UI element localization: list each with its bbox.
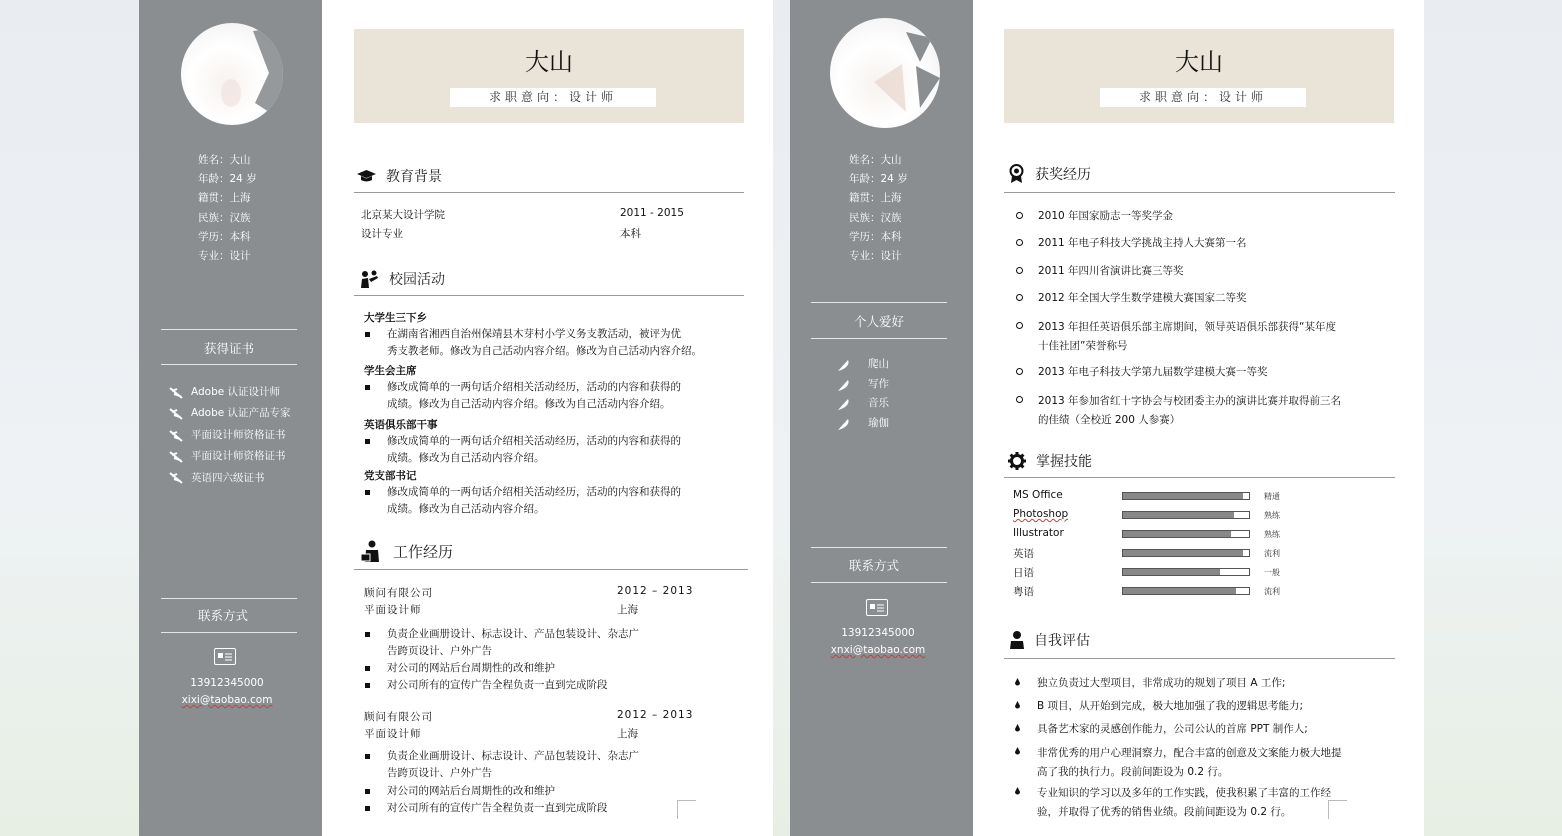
feather-icon: [836, 397, 850, 411]
activity-heading: 大学生三下乡: [364, 312, 427, 324]
education-heading: [357, 166, 442, 186]
school: 北京某大设计学院: [361, 209, 445, 221]
skill-bar: [1122, 511, 1250, 519]
self-eval-item: 专业知识的学习以及多年的工作实践，使我积累了丰富的工作经 验，并取得了优秀的销售业绩。段前间距设为 0.2 行。: [1015, 784, 1331, 822]
list-item: [836, 394, 889, 414]
divider: [811, 582, 947, 583]
sidebar: [139, 0, 322, 836]
duty-item: 负责企业画册设计、标志设计、产品包装设计、杂志广 告跨页设计、户外广告: [365, 626, 639, 660]
self-eval-item: 独立负责过大型项目，非常成功的规划了项目 A 工作;: [1015, 675, 1285, 692]
activity-heading: 党支部书记: [364, 470, 417, 482]
section-rule: [354, 192, 744, 193]
skill-name: 日语: [1013, 567, 1034, 579]
job-objective: 求职意向：设计师: [450, 88, 656, 107]
contact-email[interactable]: xixi@taobao.com: [181, 694, 273, 706]
hobby-list: [836, 355, 889, 434]
list-item: [169, 403, 291, 424]
skill-level: 流利: [1264, 587, 1280, 596]
work-heading: [361, 540, 453, 562]
award-item: 2011 年四川省演讲比赛三等奖: [1016, 263, 1184, 280]
profile-line: 专业：设计: [849, 250, 902, 263]
duty-item: 对公司的网站后台周期性的改和维护: [365, 783, 555, 800]
position: 平面设计师: [364, 604, 422, 616]
profile-line: 学历：本科: [849, 230, 902, 243]
section-rule: [354, 569, 748, 570]
list-item: [169, 425, 291, 446]
section-rule: [1004, 477, 1395, 478]
resume-name: 大山: [525, 48, 573, 76]
section-rule: [1004, 658, 1395, 659]
certificates-title: 获得证书: [203, 341, 254, 356]
profile-line: 姓名：大山: [198, 154, 251, 166]
skill-level: 一般: [1264, 568, 1280, 577]
award-item: 2013 年担任英语俱乐部主席期间，领导英语俱乐部获得“某年度 十佳社团”荣誉称号: [1016, 318, 1336, 356]
profile-line: 年龄：24 岁: [849, 173, 908, 186]
divider: [161, 364, 297, 365]
contact-phone: 13912345000: [841, 627, 915, 639]
certificate-icon: [169, 472, 183, 484]
divider: [811, 302, 947, 303]
profile-line: 民族：汉族: [849, 211, 902, 224]
contact-card-icon: [866, 599, 888, 616]
duty-item: 对公司的网站后台周期性的改和维护: [365, 660, 555, 677]
duty-item: 对公司所有的宣传广告全程负责一直到完成阶段: [365, 800, 608, 817]
list-item: [169, 382, 291, 403]
degree: 本科: [620, 228, 641, 240]
resume-page-1: [139, 0, 773, 836]
job-city: 上海: [617, 728, 638, 740]
divider: [161, 632, 297, 633]
list-item: [836, 375, 889, 395]
skill-level: 熟练: [1264, 530, 1280, 539]
company: 顾问有限公司: [364, 587, 433, 599]
profile-line: 年龄：24 岁: [198, 173, 257, 186]
divider: [811, 547, 947, 548]
certificate-label: Adobe 认证产品专家: [191, 407, 291, 420]
certificate-icon: [169, 408, 183, 420]
awards-heading: [1008, 164, 1091, 184]
activities-heading: [359, 269, 445, 289]
list-item: [836, 355, 889, 375]
major: 设计专业: [361, 228, 403, 240]
activity-heading: 英语俱乐部干事: [364, 419, 438, 431]
avatar: [830, 18, 940, 128]
hobby-label: 写作: [868, 377, 889, 390]
header-banner: [354, 29, 744, 123]
certificate-icon: [169, 387, 183, 399]
section-title: 教育背景: [386, 169, 442, 185]
education-years: 2011 - 2015: [620, 207, 684, 219]
feather-icon: [836, 417, 850, 431]
graduation-cap-icon: [357, 169, 376, 183]
profile-line: 籍贯：上海: [198, 192, 251, 205]
self-eval-item: 非常优秀的用户心理洞察力，配合丰富的创意及文案能力极大地提 高了我的执行力。段前间距设为 0.2 行。: [1015, 744, 1342, 782]
hobby-label: 瑜伽: [868, 417, 889, 430]
header-banner: [1004, 29, 1394, 123]
contact-email[interactable]: xnxi@taobao.com: [830, 644, 926, 656]
section-title: 工作经历: [393, 542, 454, 561]
award-item: 2010 年国家励志一等奖学金: [1016, 208, 1173, 225]
certificate-icon: [169, 430, 183, 442]
section-title: 校园活动: [389, 272, 445, 288]
skill-bar: [1122, 492, 1250, 500]
contact-phone: 13912345000: [190, 677, 264, 689]
profile-info: [198, 151, 257, 266]
page-corner-mark: [677, 800, 696, 819]
award-item: 2012 年全国大学生数学建模大赛国家二等奖: [1016, 290, 1247, 307]
sidebar: [790, 0, 973, 836]
award-medal-icon: [1008, 164, 1025, 184]
job-years: 2012 – 2013: [617, 709, 694, 721]
skill-name: Illustrator: [1013, 527, 1064, 539]
contact-card-icon: [214, 648, 236, 665]
skill-name: 粤语: [1013, 586, 1034, 598]
person-icon: [1010, 631, 1024, 649]
skills-heading: [1008, 451, 1092, 471]
activity-heading: 学生会主席: [364, 365, 417, 377]
hobbies-title: 个人爱好: [853, 314, 904, 329]
section-title: 掌握技能: [1036, 454, 1092, 470]
skill-bar: [1122, 530, 1250, 538]
self-eval-item: 具备艺术家的灵感创作能力，公司公认的首席 PPT 制作人;: [1015, 721, 1308, 738]
activity-item: 修改成简单的一两句话介绍相关活动经历，活动的内容和获得的 成绩。修改为自己活动内容介绍。: [365, 433, 681, 467]
profile-info: [849, 151, 908, 266]
contact-details: [811, 625, 945, 659]
contact-title: 联系方式: [848, 558, 899, 573]
section-title: 自我评估: [1034, 633, 1090, 649]
profile-line: 学历：本科: [198, 230, 251, 243]
award-item: 2013 年参加省红十字协会与校团委主办的演讲比赛并取得前三名 的佳绩（全校近 200 人参赛）: [1016, 392, 1341, 430]
gear-icon: [1008, 452, 1026, 470]
skill-name: Photoshop: [1013, 508, 1069, 520]
activity-item: 在湖南省湘西自治州保靖县木芽村小学义务支教活动，被评为优 秀支教老师。修改为自己活动内容介绍。修改为自己活动内容介绍。: [365, 326, 702, 360]
award-item: 2013 年电子科技大学第九届数学建模大赛一等奖: [1016, 364, 1268, 381]
profile-line: 民族：汉族: [198, 211, 251, 224]
certificate-icon: [169, 451, 183, 463]
profile-line: 籍贯：上海: [849, 192, 902, 205]
skill-bar: [1122, 587, 1250, 595]
list-item: [836, 414, 889, 434]
avatar: [181, 23, 283, 125]
certificate-list: [169, 382, 291, 489]
duty-item: 对公司所有的宣传广告全程负责一直到完成阶段: [365, 677, 608, 694]
skill-level: 熟练: [1264, 511, 1280, 520]
hobby-label: 音乐: [868, 397, 889, 410]
certificate-label: Adobe 认证设计师: [191, 386, 281, 398]
feather-icon: [836, 378, 850, 392]
award-item: 2011 年电子科技大学挑战主持人大赛第一名: [1016, 235, 1247, 252]
list-item: [169, 446, 291, 467]
self-eval-item: B 项目，从开始到完成，极大地加强了我的逻辑思考能力;: [1015, 698, 1303, 715]
list-item: [169, 468, 291, 489]
skill-name: 英语: [1013, 548, 1034, 560]
profile-line: 专业：设计: [198, 250, 251, 263]
self-eval-heading: [1010, 630, 1090, 650]
contact-title: 联系方式: [197, 608, 248, 623]
skill-level: 精通: [1264, 492, 1280, 501]
resume-name: 大山: [1175, 48, 1223, 76]
job-years: 2012 – 2013: [617, 585, 694, 597]
divider: [811, 338, 947, 339]
resume-page-2: [790, 0, 1424, 836]
job-objective: 求职意向：设计师: [1100, 88, 1306, 107]
skill-name: MS Office: [1013, 489, 1063, 501]
duty-item: 负责企业画册设计、标志设计、产品包装设计、杂志广 告跨页设计、户外广告: [365, 748, 639, 782]
section-title: 获奖经历: [1035, 167, 1091, 183]
certificate-label: 平面设计师资格证书: [191, 450, 286, 463]
certificate-label: 平面设计师资格证书: [191, 428, 286, 441]
activity-item: 修改成简单的一两句话介绍相关活动经历，活动的内容和获得的 成绩。修改为自己活动内容介绍。修改为自己活动内容介绍。: [365, 379, 681, 413]
contact-details: [161, 675, 293, 709]
certificate-label: 英语四六级证书: [191, 471, 265, 484]
skill-bar: [1122, 568, 1250, 576]
position: 平面设计师: [364, 728, 422, 740]
company: 顾问有限公司: [364, 711, 433, 723]
section-rule: [354, 295, 744, 296]
worker-icon: [361, 540, 383, 562]
divider: [161, 598, 297, 599]
section-rule: [1004, 192, 1395, 193]
job-city: 上海: [617, 604, 638, 616]
skill-level: 流利: [1264, 549, 1280, 558]
activity-item: 修改成简单的一两句话介绍相关活动经历，活动的内容和获得的 成绩。修改为自己活动内容介绍。: [365, 484, 681, 518]
profile-line: 姓名：大山: [849, 154, 902, 166]
divider: [161, 329, 297, 330]
page-corner-mark: [1328, 800, 1347, 819]
feather-icon: [836, 358, 850, 372]
hobby-label: 爬山: [868, 358, 889, 370]
people-activity-icon: [359, 270, 379, 288]
skill-bar: [1122, 549, 1250, 557]
